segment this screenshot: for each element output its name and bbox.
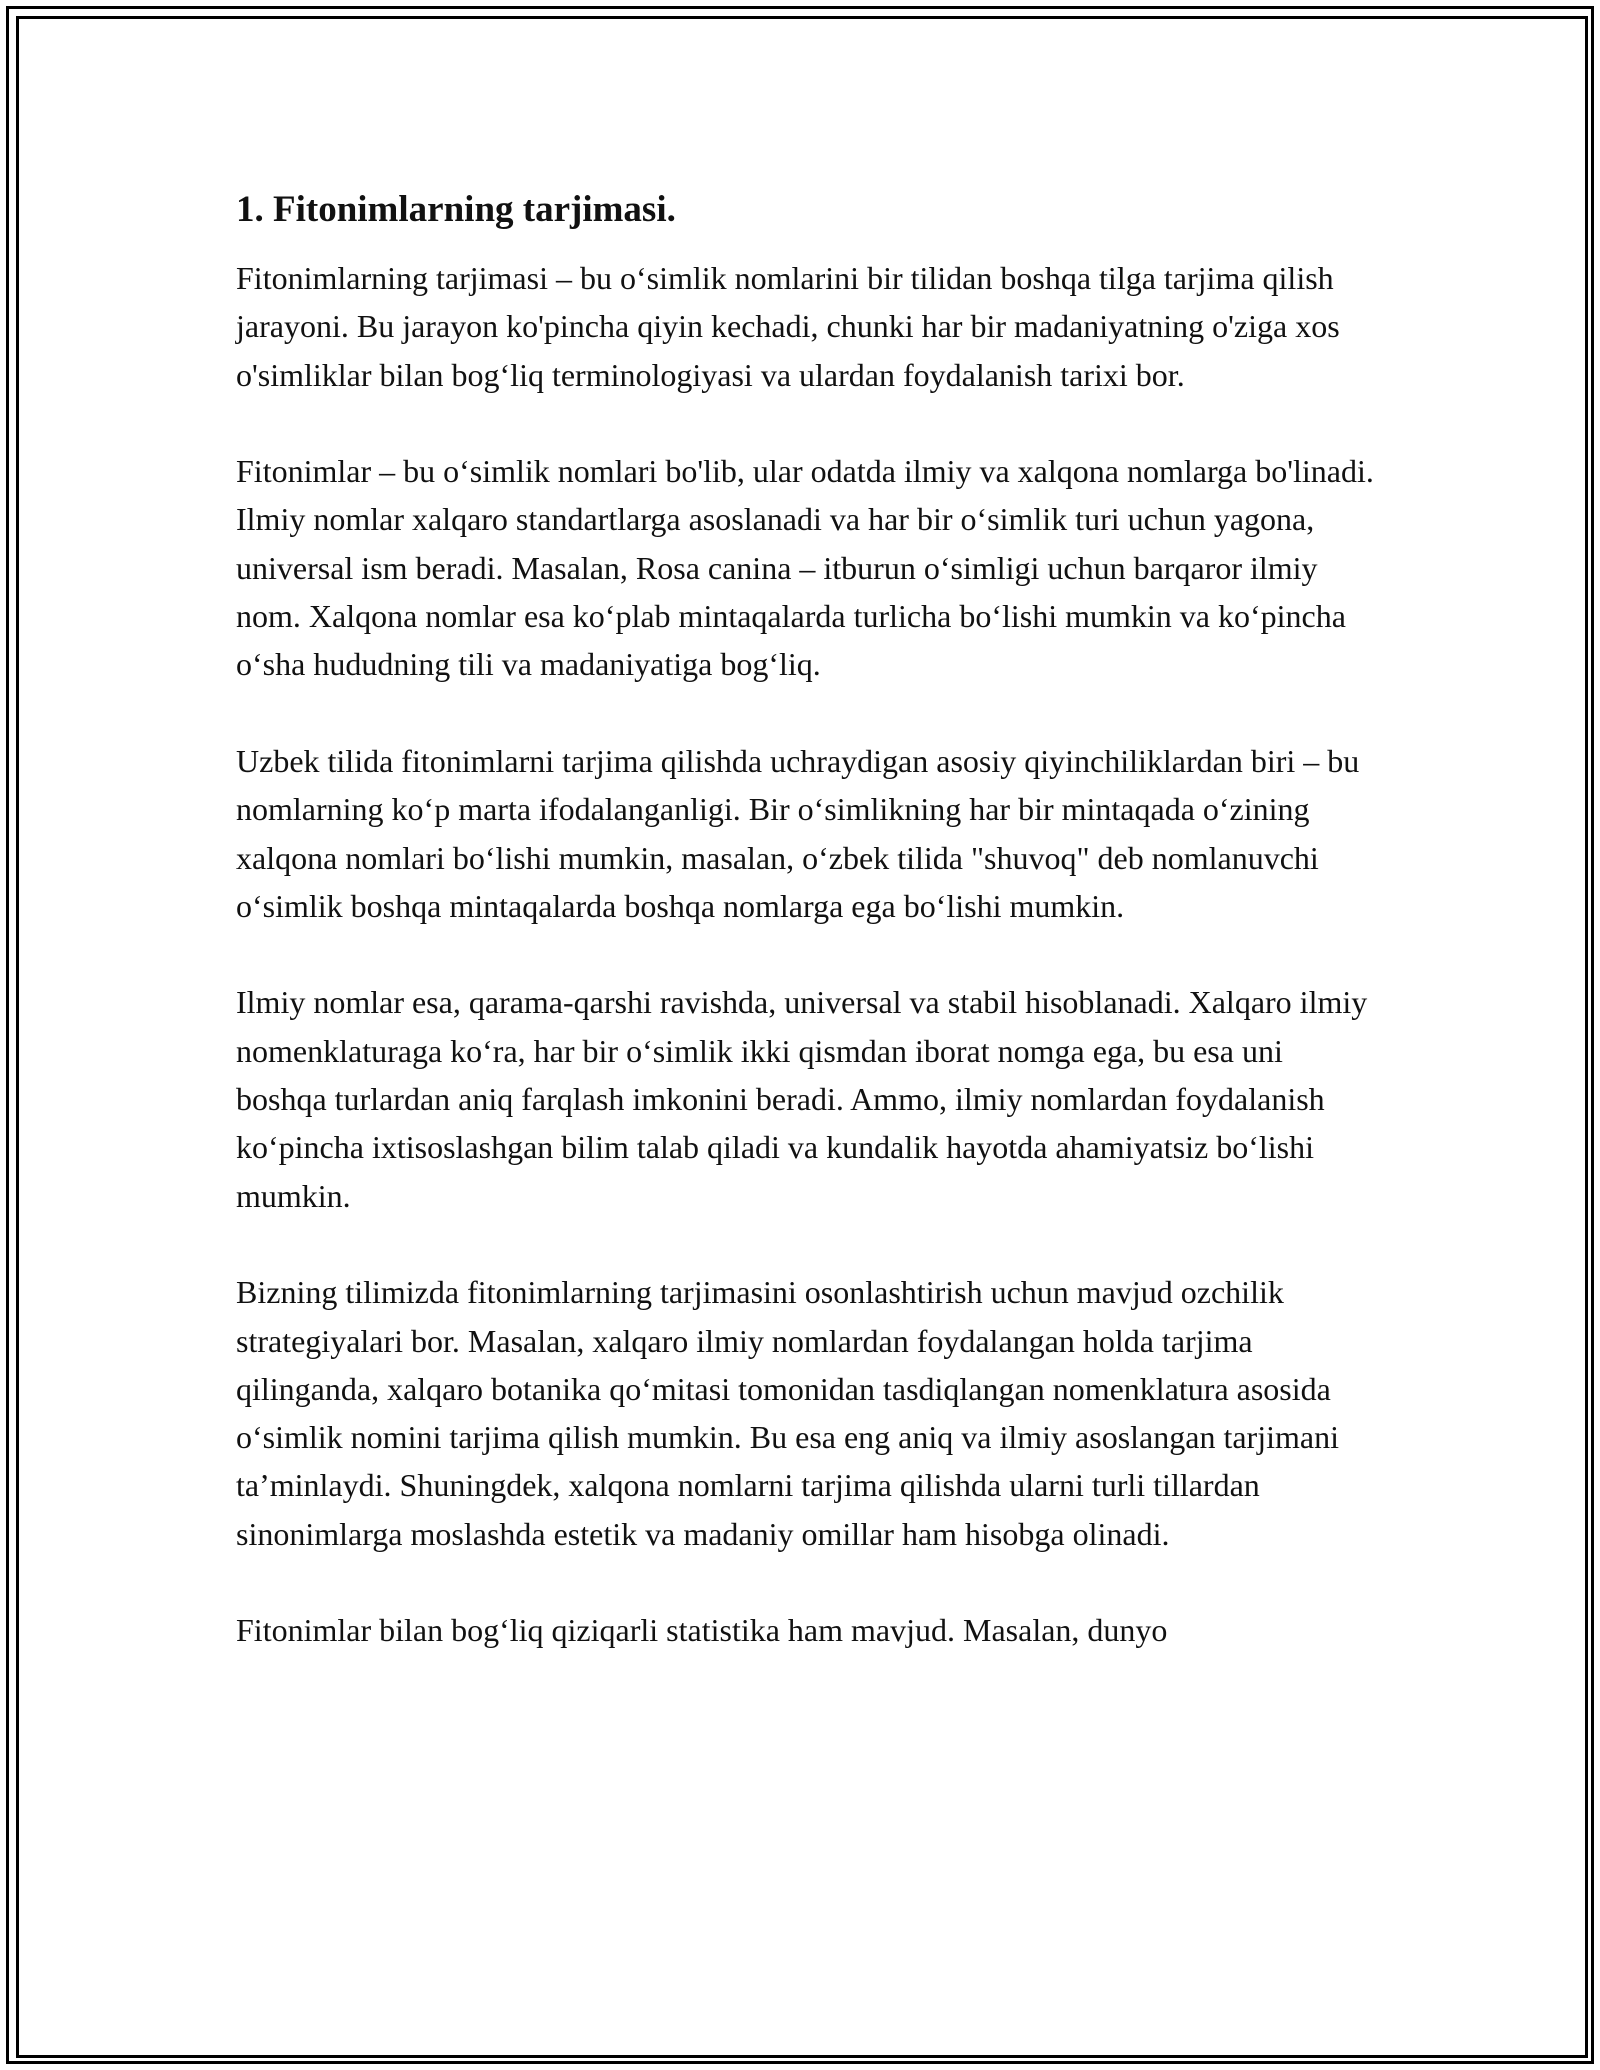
paragraph-2: Fitonimlar – bu o‘simlik nomlari bo'lib, ular odatda ilmiy va xalqona nomlarga bo'linadi. Ilmiy nomlar xalqaro standartlarga asoslanadi va har bir o‘simlik turi uchun yagona, universal ism beradi. Masalan, Rosa canina – itburun o‘simligi uchun barqaror ilmiy nom. Xalqona nomlar esa ko‘plab mintaqalarda turlicha bo‘lishi mumkin va ko‘pincha o‘sha hududning tili va madaniyatiga bog‘liq.	[236, 453, 1374, 683]
paragraph-5: Bizning tilimizda fitonimlarning tarjimasini osonlashtirish uchun mavjud ozchilik strategiyalari bor. Masalan, xalqaro ilmiy nomlardan foydalangan holda tarjima qilinganda, xalqaro botanika qo‘mitasi tomonidan tasdiqlangan nomenklatura asosida o‘simlik nomini tarjima qilish mumkin. Bu esa eng aniq va ilmiy asoslangan tarjimani ta’minlaydi. Shuningdek, xalqona nomlarni tarjima qilishda ularni turli tillardan sinonimlarga moslashda estetik va madaniy omillar ham hisobga olinadi.	[236, 1274, 1339, 1552]
document-body	[236, 186, 1376, 1703]
paragraph-6: Fitonimlar bilan bog‘liq qiziqarli statistika ham mavjud. Masalan, dunyo	[236, 1612, 1168, 1649]
section-heading: 1. Fitonimlarning tarjimasi.	[236, 189, 676, 230]
paragraph-3: Uzbek tilida fitonimlarni tarjima qilishda uchraydigan asosiy qiyinchiliklardan biri – bu nomlarning ko‘p marta ifodalanganligi. Bir o‘simlikning har bir mintaqada o‘zining xalqona nomlari bo‘lishi mumkin, masalan, o‘zbek tilida "shuvoq" deb nomlanuvchi o‘simlik boshqa mintaqalarda boshqa nomlarga ega bo‘lishi mumkin.	[236, 742, 1360, 924]
paragraph-1: Fitonimlarning tarjimasi – bu o‘simlik nomlarini bir tilidan boshqa tilga tarjima qilish jarayoni. Bu jarayon ko'pincha qiyin kechadi, chunki har bir madaniyatning o'ziga xos o'simliklar bilan bog‘liq terminologiyasi va ulardan foydalanish tarixi bor.	[236, 260, 1340, 393]
paragraph-4: Ilmiy nomlar esa, qarama-qarshi ravishda, universal va stabil hisoblanadi. Xalqaro ilmiy nomenklaturaga ko‘ra, har bir o‘simlik ikki qismdan iborat nomga ega, bu esa uni boshqa turlardan aniq farqlash imkonini beradi. Ammo, ilmiy nomlardan foydalanish ko‘pincha ixtisoslashgan bilim talab qiladi va kundalik hayotda ahamiyatsiz bo‘lishi mumkin.	[236, 984, 1368, 1214]
